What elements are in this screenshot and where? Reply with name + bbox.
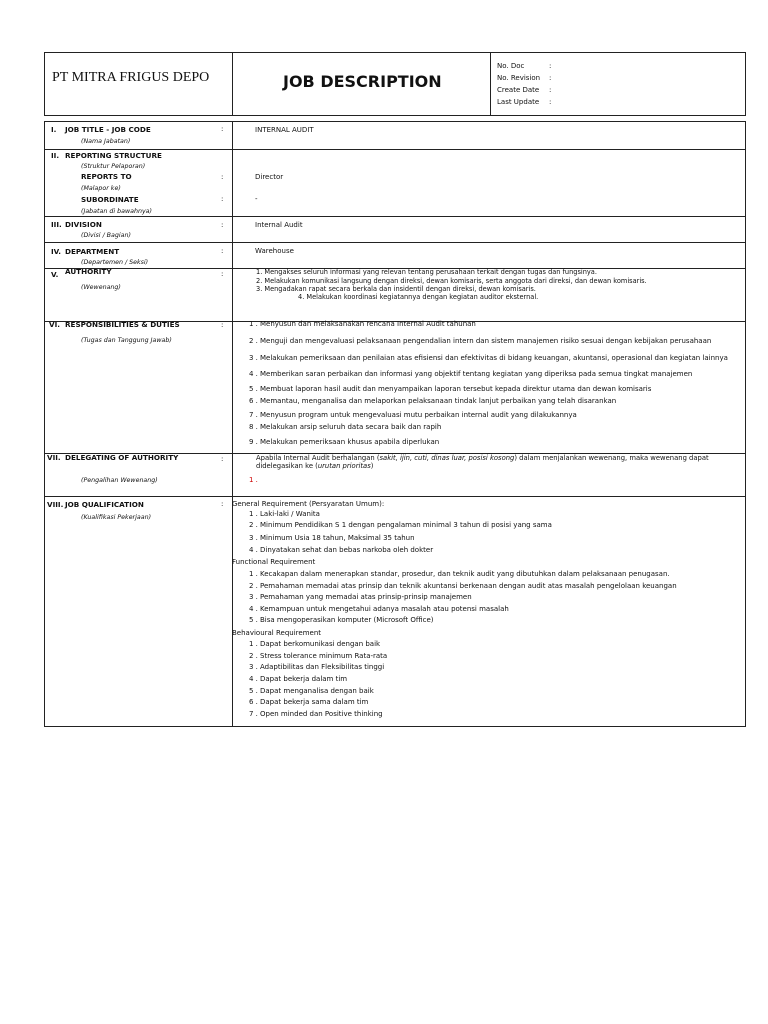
section-sep: : — [221, 500, 224, 508]
behavioural-requirement-title: Behavioural Requirement — [232, 629, 321, 637]
authority-item: 3. Mengadakan rapat secara berkala dan insidentil dengan direksi, dewan komisaris. — [256, 285, 536, 293]
meta-create-date-label: Create Date — [497, 86, 540, 94]
duty-item: 9 . Melakukan pemeriksaan khusus apabila diperlukan — [249, 438, 440, 446]
duty-item: 5 . Membuat laporan hasil audit dan menyampaikan laporan tersebut kepada direktur utama dan dewan komisaris — [249, 385, 652, 393]
section-sublabel: (Nama Jabatan) — [81, 138, 131, 145]
meta-no-revision-label: No. Revision — [497, 74, 541, 82]
section-sep: : — [221, 247, 224, 255]
page-title: JOB DESCRIPTION — [283, 72, 442, 91]
section-sep: : — [221, 125, 224, 133]
subordinate-sublabel: (Jabatan di bawahnya) — [81, 208, 152, 215]
behavioural-item: 7 . Open minded dan Positive thinking — [249, 710, 383, 718]
behavioural-item: 4 . Dapat bekerja dalam tim — [249, 675, 348, 683]
reports-to-sep: : — [221, 173, 224, 181]
section-label: AUTHORITY — [65, 267, 112, 276]
department-value: Warehouse — [255, 247, 294, 255]
duty-item: 3 . Melakukan pemeriksaan dan penilaian atas efisiensi dan efektivitas di bidang keuangan, akuntansi, operasional dan kegiatan lainnya — [249, 354, 728, 362]
authority-item: 1. Mengakses seluruh informasi yang relevan tentang perusahaan terkait dengan tugas dan fungsinya. — [256, 268, 597, 276]
section-sublabel: (Departemen / Seksi) — [81, 259, 149, 266]
section-num: I. — [51, 125, 57, 134]
behavioural-item: 5 . Dapat menganalisa dengan baik — [249, 687, 374, 695]
section-sep: : — [221, 455, 224, 463]
section-num: VIII. — [47, 500, 64, 509]
section-sublabel: (Pengalihan Wewenang) — [81, 477, 158, 484]
subordinate-value: - — [255, 195, 258, 203]
functional-item: 5 . Bisa mengoperasikan komputer (Microsoft Office) — [249, 616, 434, 624]
section-sep: : — [221, 221, 224, 229]
meta-no-doc-label: No. Doc — [497, 62, 525, 70]
behavioural-item: 6 . Dapat bekerja sama dalam tim — [249, 698, 369, 706]
section-sep: : — [221, 321, 224, 329]
section-label: RESPONSIBILITIES & DUTIES — [65, 320, 180, 329]
behavioural-item: 3 . Adaptibilitas dan Fleksibilitas tinggi — [249, 663, 385, 671]
section-label: JOB QUALIFICATION — [65, 500, 144, 509]
subordinate-label: SUBORDINATE — [81, 195, 139, 204]
behavioural-item: 2 . Stress tolerance minimum Rata-rata — [249, 652, 388, 660]
behavioural-item: 1 . Dapat berkomunikasi dengan baik — [249, 640, 381, 648]
section-sublabel: (Wewenang) — [81, 284, 121, 291]
meta-create-date-sep: : — [549, 86, 552, 94]
section-label: JOB TITLE - JOB CODE — [65, 125, 151, 134]
duty-item: 1 . Menyusun dan melaksanakan rencana Internal Audit tahunan — [249, 320, 476, 328]
section-sublabel: (Tugas dan Tanggung Jawab) — [81, 337, 172, 344]
section-label: REPORTING STRUCTURE — [65, 151, 162, 160]
meta-last-update-label: Last Update — [497, 98, 540, 106]
functional-item: 2 . Pemahaman memadai atas prinsip dan teknik akuntansi berkenaan dengan audit atas masalah pengelolaan keuangan — [249, 582, 677, 590]
section-sublabel: (Kualifikasi Pekerjaan) — [81, 514, 152, 521]
section-label: DELEGATING OF AUTHORITY — [65, 453, 179, 462]
company-name: PT MITRA FRIGUS DEPO — [52, 70, 210, 85]
general-requirement-title: General Requirement (Persyaratan Umum): — [232, 500, 385, 508]
division-value: Internal Audit — [255, 221, 303, 229]
general-item: 2 . Minimum Pendidikan S 1 dengan pengalaman minimal 3 tahun di posisi yang sama — [249, 521, 552, 529]
reports-to-label: REPORTS TO — [81, 172, 132, 181]
section-num: V. — [51, 270, 59, 279]
functional-requirement-title: Functional Requirement — [232, 558, 316, 566]
section-sublabel: (Divisi / Bagian) — [81, 232, 131, 239]
section-num: VII. — [47, 453, 61, 462]
delegation-text-line1: Apabila Internal Audit berhalangan (sakit, ijin, cuti, dinas luar, posisi kosong) dalam menjalankan wewenang, maka wewenang dapat — [256, 454, 709, 462]
section-num: III. — [51, 220, 62, 229]
meta-no-revision-sep: : — [549, 74, 552, 82]
section-label: DIVISION — [65, 220, 102, 229]
functional-item: 1 . Kecakapan dalam menerapkan standar, prosedur, dan teknik audit yang dibutuhkan dalam pelaksanaan penugasan. — [249, 570, 670, 578]
duty-item: 6 . Memantau, menganalisa dan melaporkan pelaksanaan tindak lanjut perbaikan yang telah disarankan — [249, 397, 617, 405]
duty-item: 2 . Menguji dan mengevaluasi pelaksanaan pengendalian intern dan sistem manajemen risiko sesuai dengan kebijakan perusahaan — [249, 337, 712, 345]
subordinate-sep: : — [221, 195, 224, 203]
general-item: 1 . Laki-laki / Wanita — [249, 510, 320, 518]
job-title-value: INTERNAL AUDIT — [255, 126, 314, 134]
section-num: VI. — [49, 320, 60, 329]
section-num: IV. — [51, 247, 62, 256]
functional-item: 4 . Kemampuan untuk mengetahui adanya masalah atau potensi masalah — [249, 605, 509, 613]
functional-item: 3 . Pemahaman yang memadai atas prinsip-prinsip manajemen — [249, 593, 472, 601]
section-sublabel: (Struktur Pelaporan) — [81, 163, 146, 170]
section-label: DEPARTMENT — [65, 247, 120, 256]
duty-item: 8 . Melakukan arsip seluruh data secara baik dan rapih — [249, 423, 442, 431]
general-item: 3 . Minimum Usia 18 tahun, Maksimal 35 tahun — [249, 534, 415, 542]
duty-item: 4 . Memberikan saran perbaikan dan informasi yang objektif tentang kegiatan yang diperiksa pada semua tingkat manajemen — [249, 370, 693, 378]
duty-item: 7 . Menyusun program untuk mengevaluasi mutu perbaikan internal audit yang dilakukannya — [249, 411, 577, 419]
reports-to-value: Director — [255, 173, 284, 181]
general-item: 4 . Dinyatakan sehat dan bebas narkoba oleh dokter — [249, 546, 434, 554]
authority-item: 2. Melakukan komunikasi langsung dengan direksi, dewan komisaris, serta anggota dari direksi, dan dewan komisaris. — [256, 277, 647, 285]
meta-last-update-sep: : — [549, 98, 552, 106]
delegation-item: 1 . — [249, 476, 258, 484]
authority-item: 4. Melakukan koordinasi kegiatannya dengan kegiatan auditor eksternal. — [298, 293, 539, 301]
delegation-text-line2: didelegasikan ke (urutan prioritas) — [256, 462, 374, 470]
section-num: II. — [51, 151, 60, 160]
meta-no-doc-sep: : — [549, 62, 552, 70]
reports-to-sublabel: (Malapor ke) — [81, 185, 121, 192]
section-sep: : — [221, 270, 224, 278]
